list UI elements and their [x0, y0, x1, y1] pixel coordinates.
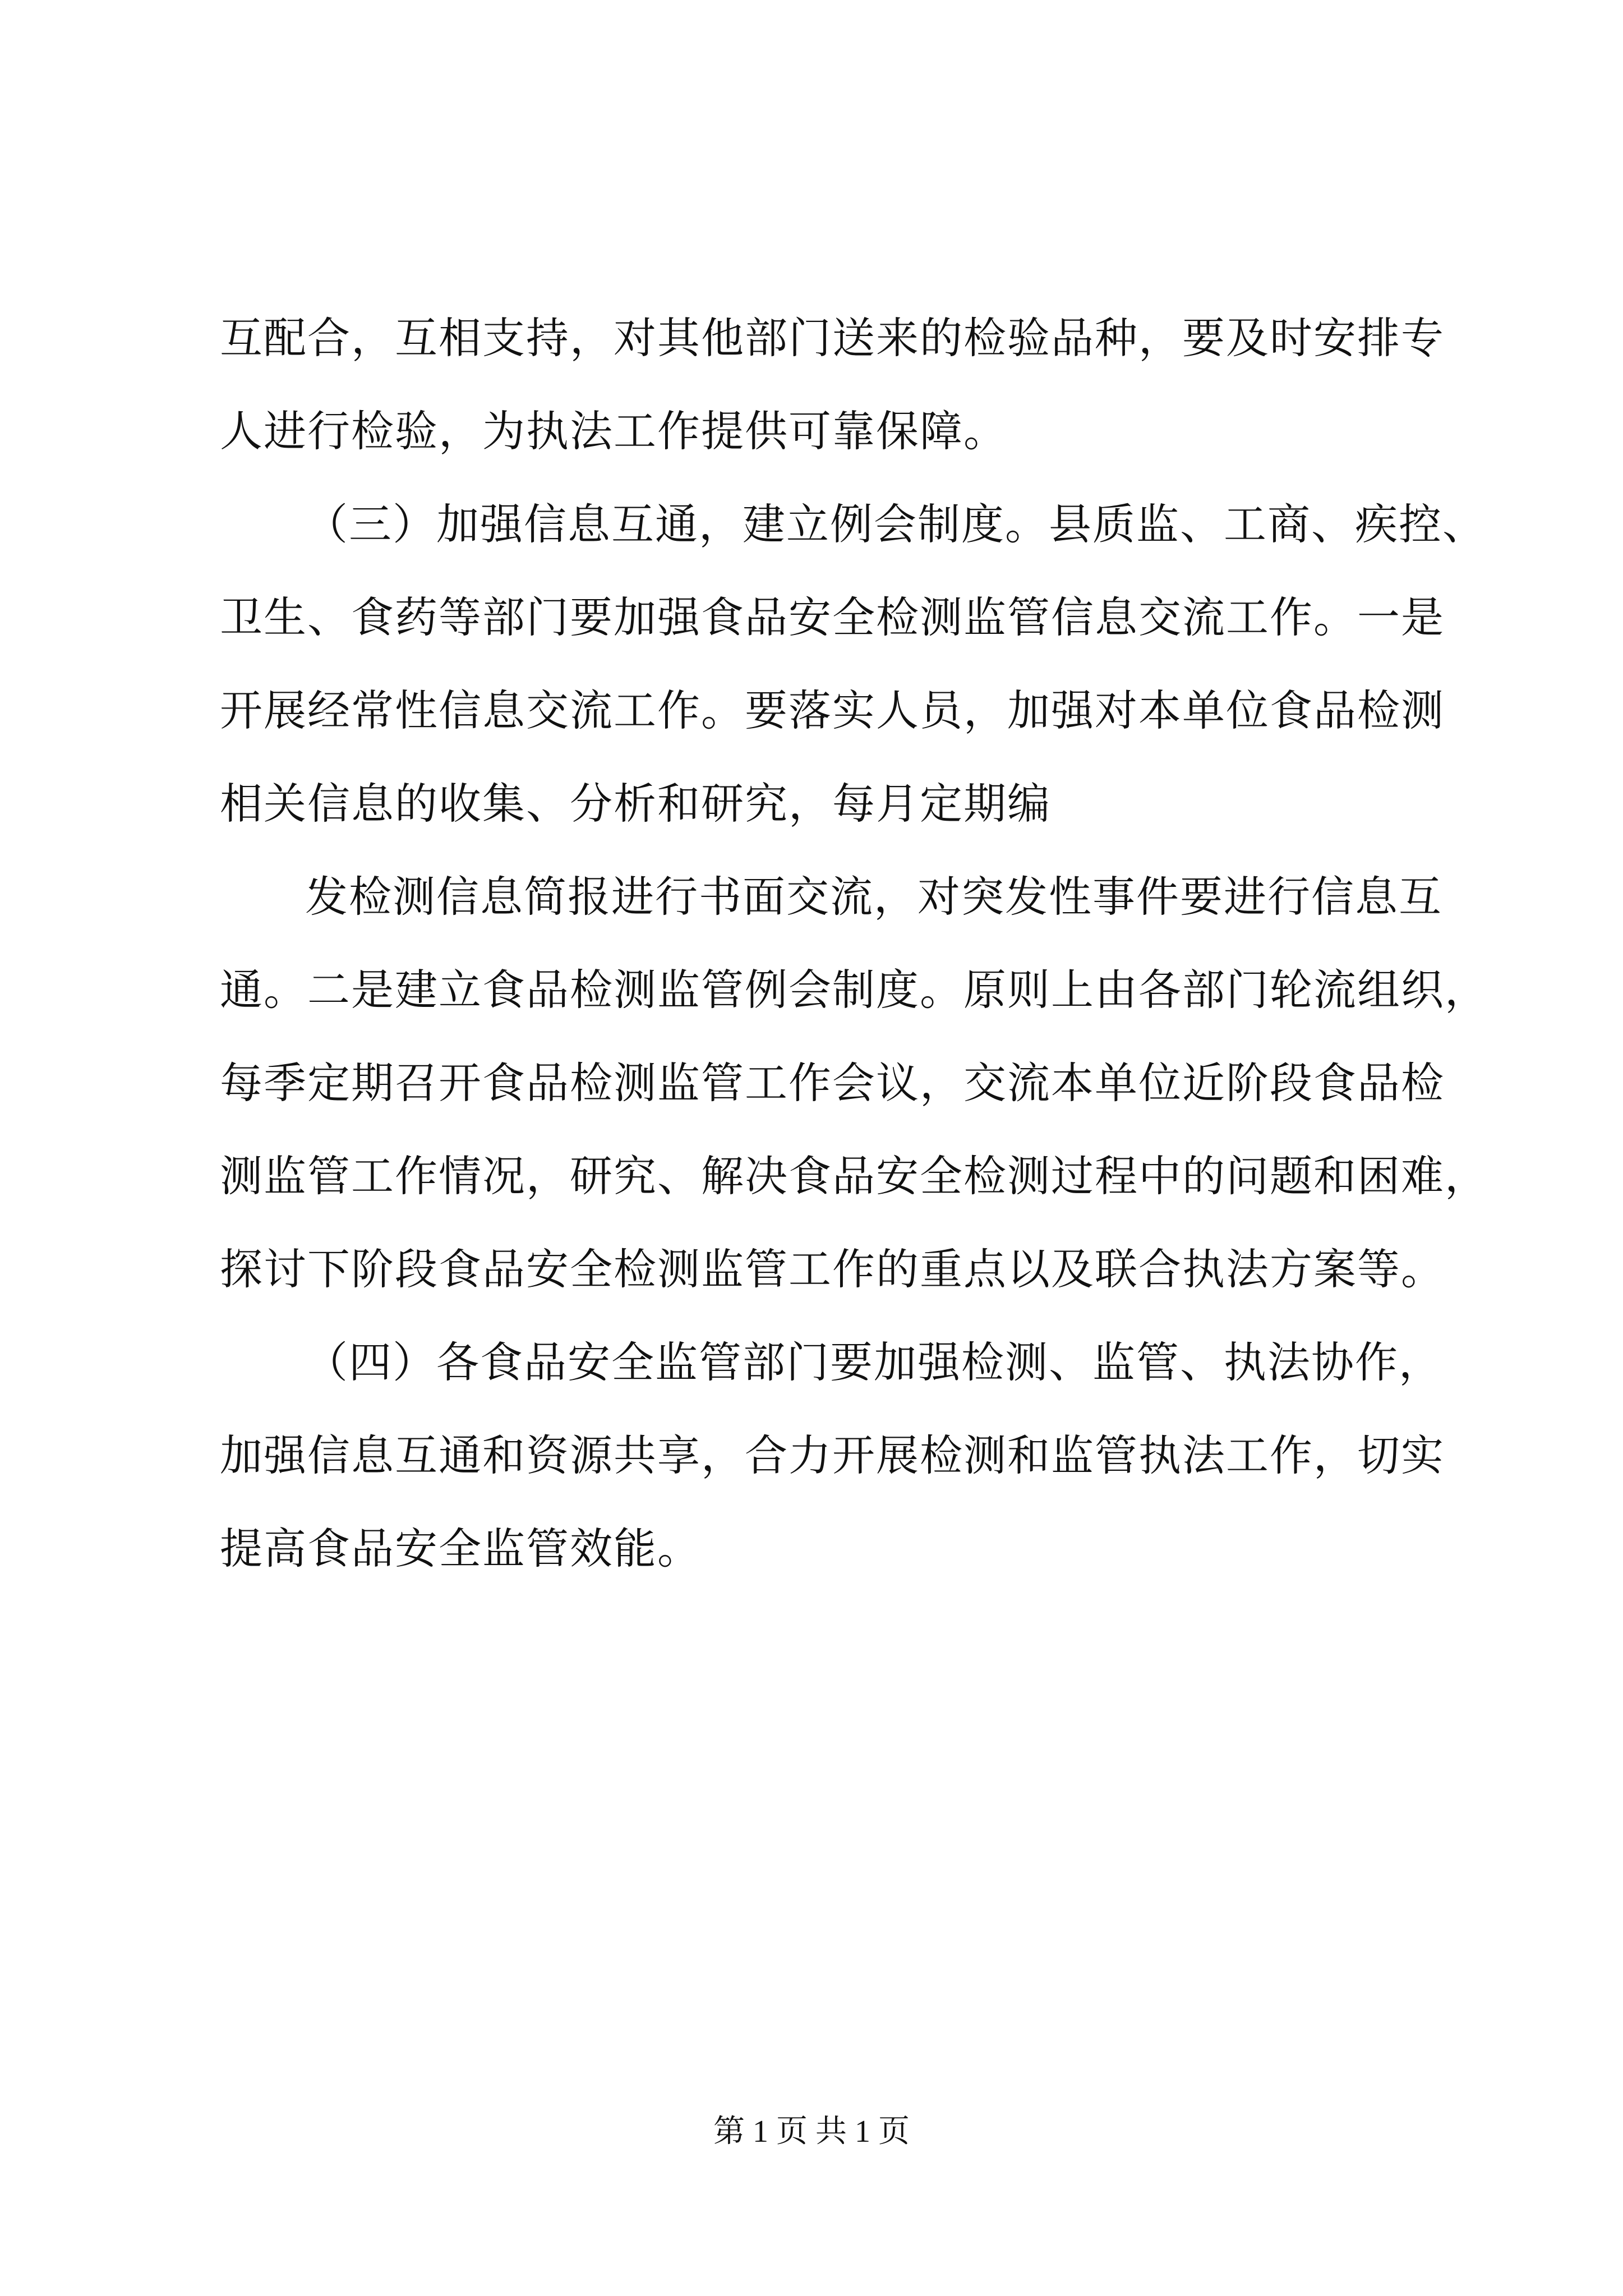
text-line: 提高食品安全监管效能。: [220, 1524, 701, 1573]
text-line: 相关信息的收集、分析和研究，每月定期编: [220, 779, 1051, 829]
paragraph-start-line: 发检测信息简报进行书面交流，对突发性事件要进行信息互: [305, 872, 1442, 922]
page-number-footer: 第 1 页 共 1 页: [713, 2114, 910, 2149]
paragraph-start-line: （三）加强信息互通，建立例会制度。县质监、工商、疾控、: [305, 499, 1486, 549]
text-line: 通。二是建立食品检测监管例会制度。原则上由各部门轮流组织，: [220, 965, 1488, 1015]
text-line: 加强信息互通和资源共享，合力开展检测和监管执法工作，切实: [220, 1430, 1445, 1480]
document-body: [220, 292, 1488, 1595]
text-line: 开展经常性信息交流工作。要落实人员，加强对本单位食品检测: [220, 685, 1445, 735]
text-line: 每季定期召开食品检测监管工作会议，交流本单位近阶段食品检: [220, 1058, 1445, 1108]
text-line: 探讨下阶段食品安全检测监管工作的重点以及联合执法方案等。: [220, 1244, 1445, 1294]
text-line: 互配合，互相支持，对其他部门送来的检验品种，要及时安排专: [220, 313, 1445, 363]
text-line: 人进行检验，为执法工作提供可靠保障。: [220, 406, 1007, 456]
text-line: 测监管工作情况，研究、解决食品安全检测过程中的问题和困难，: [220, 1151, 1488, 1201]
text-line: 卫生、食药等部门要加强食品安全检测监管信息交流工作。一是: [220, 592, 1445, 642]
paragraph-start-line: （四）各食品安全监管部门要加强检测、监管、执法协作，: [305, 1337, 1442, 1387]
